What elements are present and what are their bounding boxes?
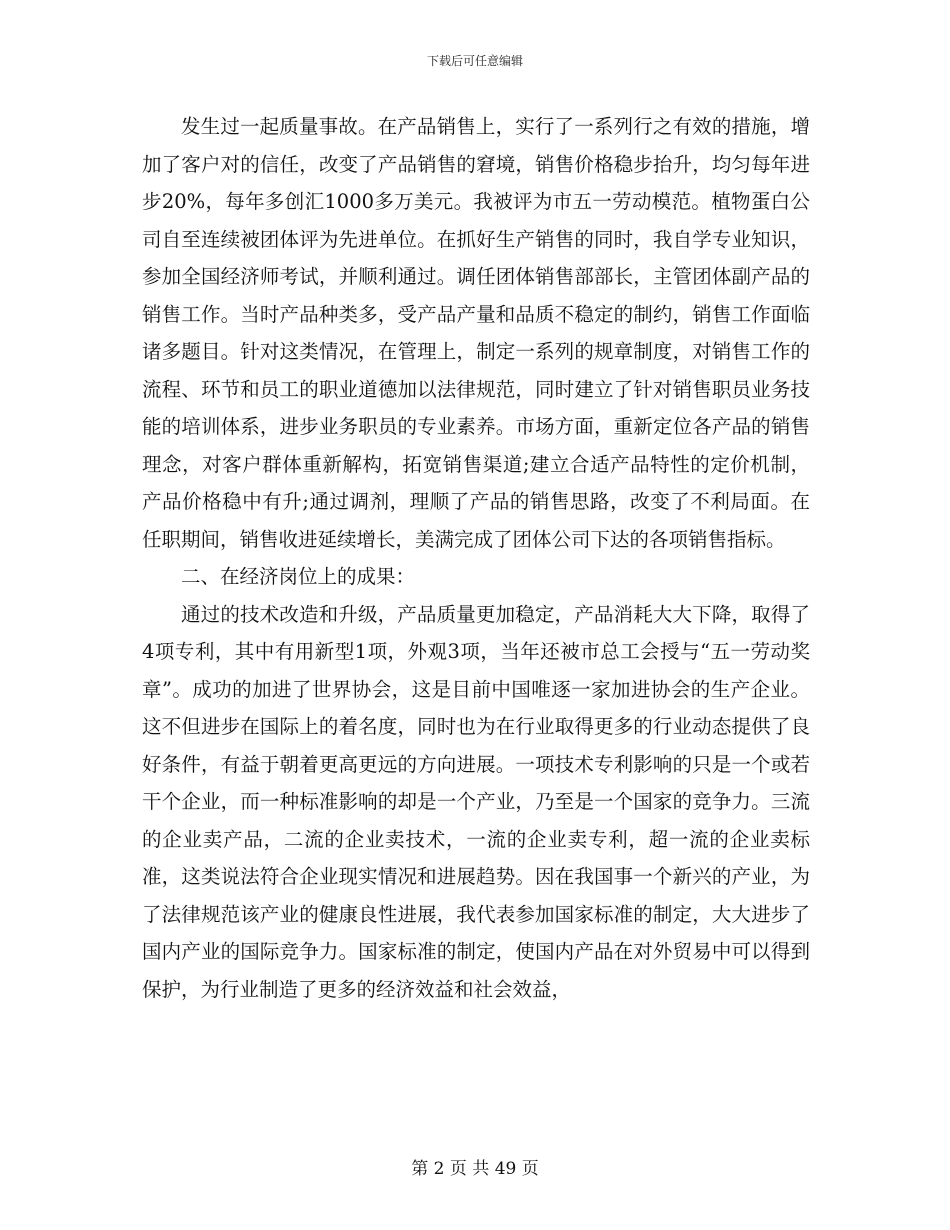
page-number: 第 2 页 共 49 页 bbox=[411, 1159, 539, 1179]
body-paragraph: 发生过一起质量事故。在产品销售上，实行了一系列行之有效的措施，增加了客户对的信任，改变了产品销售的窘境，销售价格稳步抬升，均匀每年进步20%，每年多创汇1000多万美元。我被评为市五一劳动模范。植物蛋白公司自至连续被团体评为先进单位。在抓好生产销售的同时，我自学专业知识，参加全国经济师考试，并顺利通过。调任团体销售部部长，主管团体副产品的销售工作。当时产品种类多，受产品产量和品质不稳定的制约，销售工作面临诸多题目。针对这类情况，在管理上，制定一系列的规章制度，对销售工作的流程、环节和员工的职业道德加以法律规范，同时建立了针对销售职员业务技能的培训体系，进步业务职员的专业素养。市场方面，重新定位各产品的销售理念，对客户群体重新解构，拓宽销售渠道;建立合适产品特性的定价机制，产品价格稳中有升;通过调剂，理顺了产品的销售思路，改变了不利局面。在任职期间，销售收进延续增长，美满完成了团体公司下达的各项销售指标。 bbox=[142, 115, 810, 551]
document-body bbox=[142, 108, 810, 1008]
section-heading: 二、在经济岗位上的成果： bbox=[181, 565, 416, 588]
body-paragraph: 通过的技术改造和升级，产品质量更加稳定，产品消耗大大下降，取得了4项专利，其中有用新型1项，外观3项，当年还被市总工会授与“五一劳动奖章”。成功的加进了世界协会，这是目前中国唯逐一家加进协会的生产企业。这不但进步在国际上的着名度，同时也为在行业取得更多的行业动态提供了良好条件，有益于朝着更高更远的方向进展。一项技术专利影响的只是一个或若干个企业，而一种标准影响的却是一个产业，乃至是一个国家的竞争力。三流的企业卖产品，二流的企业卖技术，一流的企业卖专利，超一流的企业卖标准，这类说法符合企业现实情况和进展趋势。因在我国事一个新兴的产业，为了法律规范该产业的健康良性进展，我代表参加国家标准的制定，大大进步了国内产业的国际竞争力。国家标准的制定，使国内产品在对外贸易中可以得到保护，为行业制造了更多的经济效益和社会效益， bbox=[142, 602, 810, 1001]
header-note: 下载后可任意编辑 bbox=[426, 54, 523, 68]
